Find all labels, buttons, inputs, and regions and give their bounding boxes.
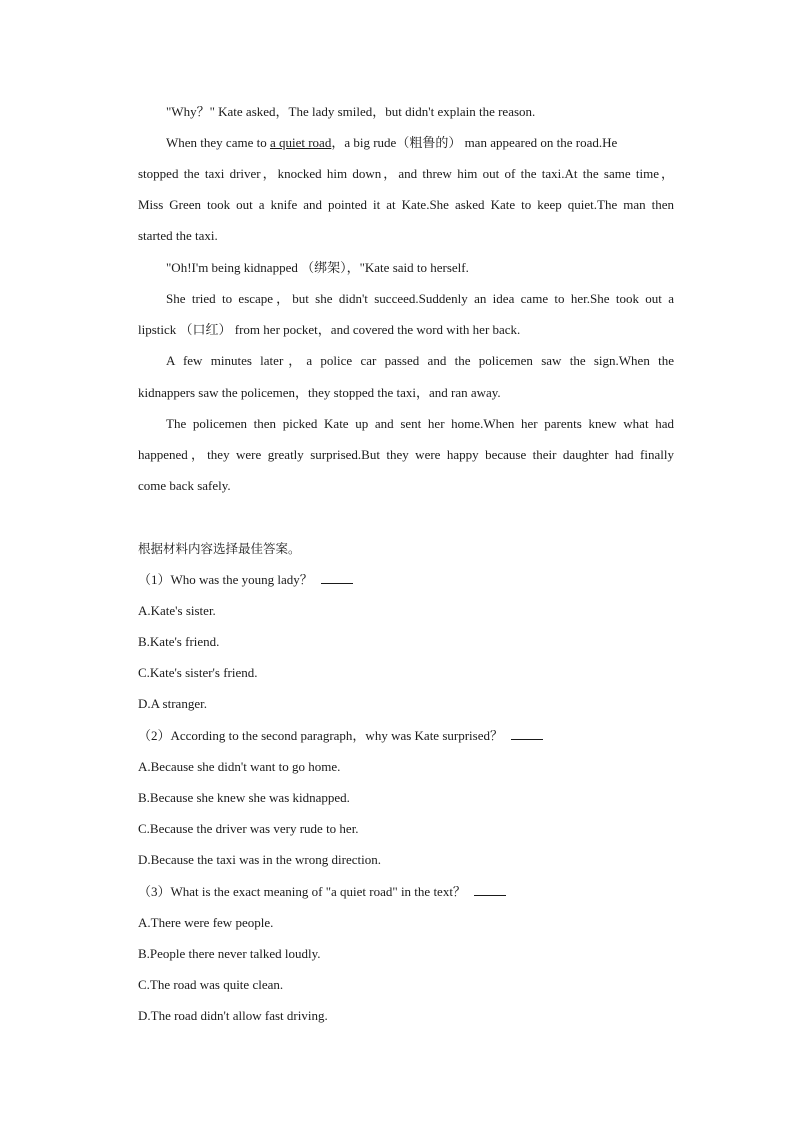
question-1-stem bbox=[138, 572, 353, 588]
question-3-stem bbox=[138, 884, 506, 900]
question-1-option-c: C.Kate's sister's friend. bbox=[138, 665, 258, 680]
question-2-option-a: A.Because she didn't want to go home. bbox=[138, 759, 341, 774]
question-2-option-d: D.Because the taxi was in the wrong direction. bbox=[138, 852, 381, 867]
paragraph-5-line-2: kidnappers saw the policemen，they stopped the taxi，and ran away. bbox=[138, 385, 501, 400]
instructions: 根据材料内容选择最佳答案。 bbox=[138, 541, 301, 556]
question-1-option-d: D.A stranger. bbox=[138, 696, 207, 711]
paragraph-2-line-2: stopped the taxi driver，knocked him down，and threw him out of the taxi.At the same time， bbox=[138, 166, 674, 181]
question-2-option-c: C.Because the driver was very rude to her. bbox=[138, 821, 359, 836]
question-text: （2）According to the second paragraph，why was Kate surprised？ bbox=[138, 728, 503, 743]
paragraph-6-line-2: happened，they were greatly surprised.But they were happy because their daughter had finally bbox=[138, 447, 674, 462]
answer-blank bbox=[511, 728, 543, 740]
question-2-stem bbox=[138, 728, 543, 744]
question-1-option-b: B.Kate's friend. bbox=[138, 634, 220, 649]
text: When they came to bbox=[166, 135, 270, 150]
question-2-option-b: B.Because she knew she was kidnapped. bbox=[138, 790, 350, 805]
question-text: （1）Who was the young lady？ bbox=[138, 572, 313, 587]
question-3-option-d: D.The road didn't allow fast driving. bbox=[138, 1008, 328, 1023]
answer-blank bbox=[474, 884, 506, 896]
question-3-option-c: C.The road was quite clean. bbox=[138, 977, 284, 992]
paragraph-4-line-2: lipstick （口红） from her pocket，and covered the word with her back. bbox=[138, 322, 521, 337]
paragraph-1: "Why？" Kate asked，The lady smiled，but didn't explain the reason. bbox=[166, 104, 536, 119]
question-3-option-a: A.There were few people. bbox=[138, 915, 274, 930]
paragraph-2-line-1 bbox=[166, 135, 617, 151]
question-1-option-a: A.Kate's sister. bbox=[138, 603, 216, 618]
paragraph-5-line-1: A few minutes later，a police car passed and the policemen saw the sign.When the bbox=[166, 353, 674, 368]
paragraph-2-line-3: Miss Green took out a knife and pointed it at Kate.She asked Kate to keep quiet.The man then bbox=[138, 197, 674, 212]
answer-blank bbox=[321, 572, 353, 584]
underlined-phrase: a quiet road bbox=[269, 135, 332, 150]
question-3-option-b: B.People there never talked loudly. bbox=[138, 946, 321, 961]
paragraph-2-line-4: started the taxi. bbox=[138, 228, 218, 243]
text: ，a big rude（粗鲁的） man appeared on the road.He bbox=[331, 135, 618, 150]
question-text: （3）What is the exact meaning of "a quiet road" in the text？ bbox=[138, 884, 466, 899]
paragraph-3: "Oh!I'm being kidnapped （绑架），"Kate said to herself. bbox=[166, 260, 469, 275]
paragraph-4-line-1: She tried to escape，but she didn't succeed.Suddenly an idea came to her.She took out a bbox=[166, 291, 674, 306]
paragraph-6-line-1: The policemen then picked Kate up and sent her home.When her parents knew what had bbox=[166, 416, 674, 431]
paragraph-6-line-3: come back safely. bbox=[138, 478, 231, 493]
